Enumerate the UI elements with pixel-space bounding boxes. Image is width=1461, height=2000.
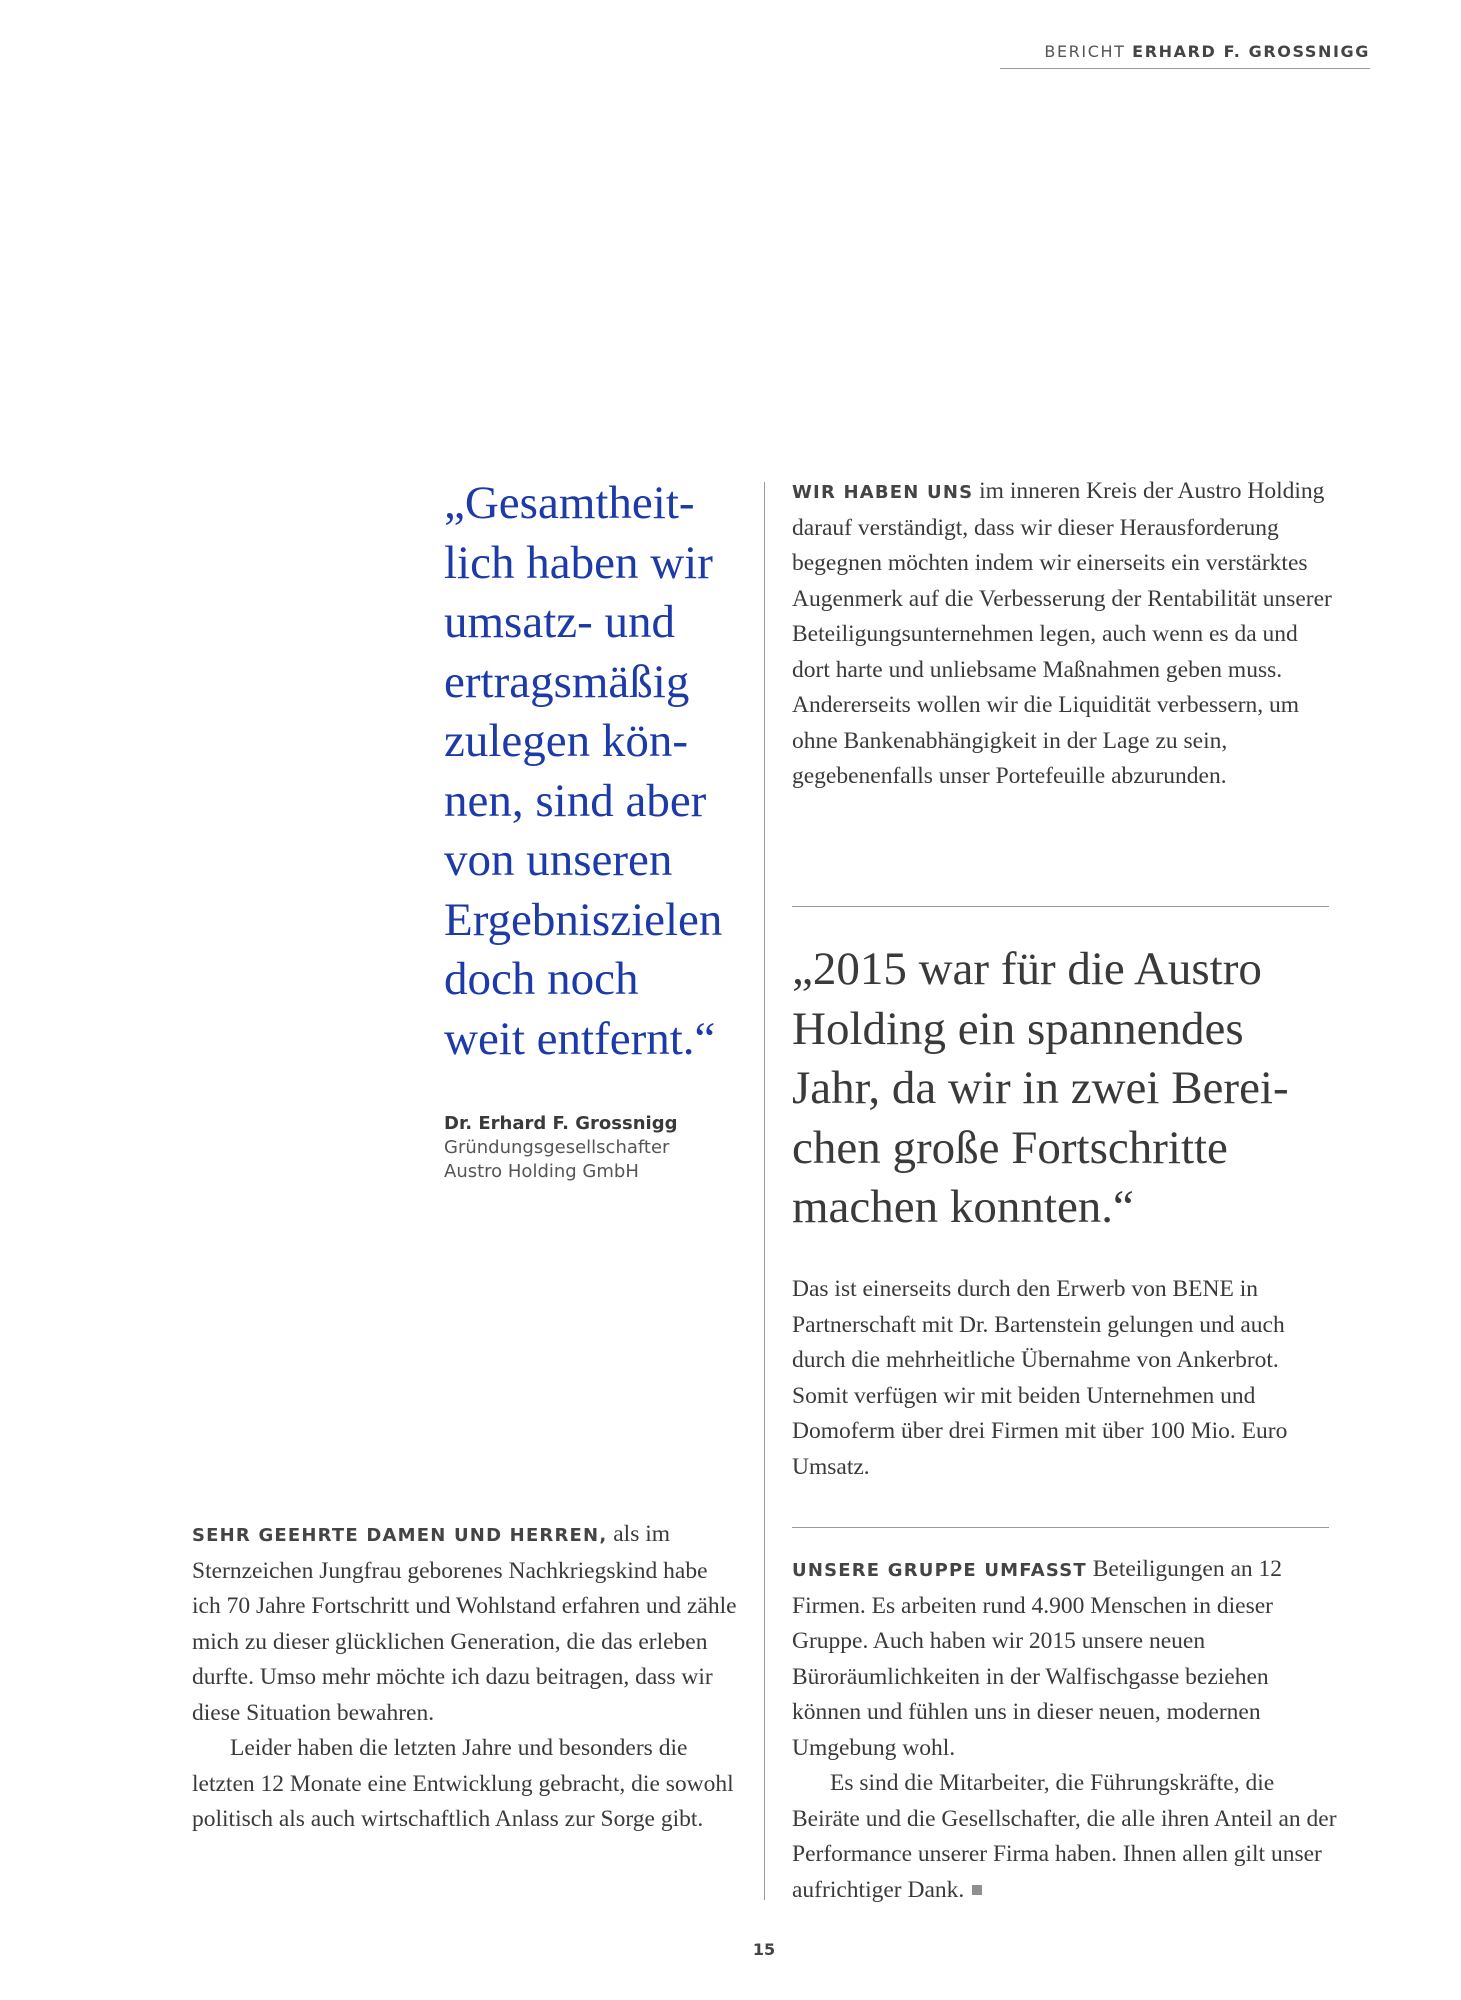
quote-line: Ergebniszielen [444,893,723,946]
quote-line: „Gesamtheit- [444,477,695,529]
quote-line: nen, sind aber [444,774,707,827]
end-of-article-mark [972,1885,982,1895]
pull-quote-right [792,940,1332,1238]
right-paragraph-3 [792,1552,1340,1908]
quote-line: ertragsmäßig [444,655,690,708]
section-rule [792,1527,1329,1528]
quote-line: umsatz- und [444,596,676,648]
paragraph-text: Es sind die Mitarbeiter, die Führungskräfte, die Beiräte und die Gesellschafter, die alle ihren Anteil an der Performance unserer Firma haben. Ihnen allen gilt unser aufrichtiger Dank. [792,1770,1337,1903]
header-rule [1000,68,1370,69]
paragraph-text: im inneren Kreis der Austro Holding darauf verständigt, dass wir dieser Herausforderung begegnen möchten indem wir einerseits ein verstärktes Augenmerk auf die Verbesserung der Rentabilität unserer Beteiligungsunternehmen legen, auch wenn es da und dort harte und unliebsame Maßnahmen geben muss. Andererseits wollen wir die Liquidität verbessern, um ohne Bankenabhängigkeit in der Lage zu sein, gegebenenfalls unser Portefeuille abzurunden. [792,478,1332,789]
quote-line: „2015 war für die Austro [792,943,1262,995]
page-number: 15 [752,1940,776,1959]
attribution-name: Dr. Erhard F. Grossnigg [444,1113,678,1134]
column-divider [764,482,765,1900]
paragraph-text: Leider haben die letzten Jahre und besonders die letzten 12 Monate eine Entwicklung gebracht, die sowohl politisch als auch wirtschaftlich Anlass zur Sorge gibt. [192,1735,734,1832]
quote-line: Jahr, da wir in zwei Berei- [792,1062,1289,1114]
right-paragraph-1 [792,474,1332,795]
attribution-company: Austro Holding GmbH [444,1161,639,1182]
paragraph-text: Beteiligungen an 12 Firmen. Es arbeiten rund 4.900 Menschen in dieser Gruppe. Auch haben wir 2015 unsere neuen Büroräumlichkeiten in der Walfischgasse beziehen können und fühlen uns in dieser neuen, modernen Umgebung wohl. [792,1556,1282,1761]
quote-line: weit entfernt.“ [444,1012,716,1065]
quote-attribution [444,1112,744,1184]
pull-quote-left [444,474,744,1069]
attribution-role: Gründungsgesellschafter [444,1137,670,1158]
paragraph-lead-in: WIR HABEN UNS [792,482,974,503]
paragraph-text: Das ist einerseits durch den Erwerb von BENE in Partnerschaft mit Dr. Bartenstein gelungen und auch durch die mehrheitliche Übernahme von Ankerbrot. Somit verfügen wir mit beiden Unternehmen und Domoferm über drei Firmen mit über 100 Mio. Euro Umsatz. [792,1276,1288,1480]
right-paragraph-2 [792,1272,1332,1485]
quote-line: doch noch [444,953,639,1005]
quote-line: lich haben wir [444,536,713,589]
header-label: BERICHT [1044,42,1126,61]
quote-line: chen große Fortschritte [792,1121,1228,1174]
paragraph-lead-in: UNSERE GRUPPE UMFASST [792,1560,1087,1581]
section-rule [792,906,1329,907]
quote-line: von unseren [444,834,673,886]
running-header [1000,42,1370,61]
quote-line: zulegen kön- [444,715,689,767]
paragraph-lead-in: SEHR GEEHRTE DAMEN UND HERREN, [192,1525,608,1546]
header-author-name: ERHARD F. GROSSNIGG [1132,42,1370,61]
left-paragraphs [192,1517,737,1838]
quote-line: machen konnten.“ [792,1181,1134,1233]
quote-line: Holding ein spannendes [792,1002,1244,1055]
paragraph-text: als im Sternzeichen Jungfrau geborenes Nachkriegskind habe ich 70 Jahre Fortschritt und Wohlstand erfahren und zähle mich zu dieser glücklichen Generation, die das erleben durfte. Umso mehr möchte ich dazu beitragen, dass wir diese Situation bewahren. [192,1521,737,1726]
